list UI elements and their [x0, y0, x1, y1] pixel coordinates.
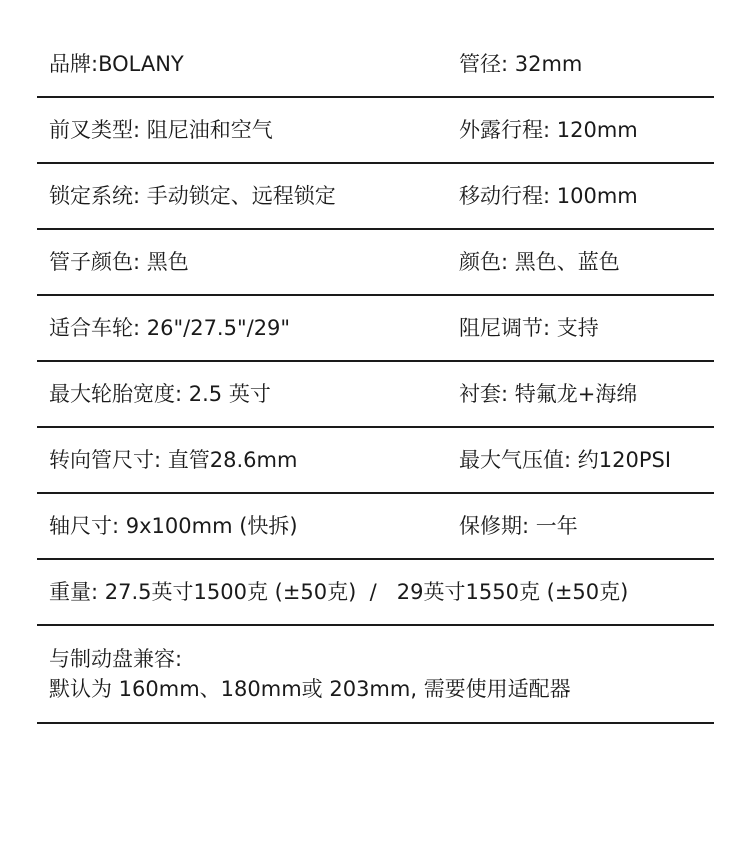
- spec-steerer-size: 转向管尺寸: 直管28.6mm: [49, 448, 298, 472]
- spec-row-tube-color: [37, 230, 714, 296]
- spec-row-wheel-size: [37, 296, 714, 362]
- spec-fork-type: 前叉类型: 阻尼油和空气: [49, 118, 273, 142]
- spec-row-brake: [37, 626, 714, 724]
- spec-max-tire-width: 最大轮胎宽度: 2.5 英寸: [49, 382, 271, 406]
- spec-tube-diameter: 管径: 32mm: [459, 52, 583, 76]
- spec-row-steerer: [37, 428, 714, 494]
- spec-exposed-travel: 外露行程: 120mm: [459, 118, 638, 142]
- spec-wheel-size: 适合车轮: 26"/27.5"/29": [49, 316, 291, 340]
- spec-row-fork-type: [37, 98, 714, 164]
- spec-bushing: 衬套: 特氟龙+海绵: [459, 382, 638, 406]
- spec-row-weight: [37, 560, 714, 626]
- spec-brake-detail: 默认为 160mm、180mm或 203mm, 需要使用适配器: [49, 677, 571, 701]
- spec-warranty: 保修期: 一年: [459, 514, 578, 538]
- spec-row-axle: [37, 494, 714, 560]
- spec-lockout-system: 锁定系统: 手动锁定、远程锁定: [49, 184, 336, 208]
- spec-table: [37, 32, 714, 724]
- spec-tube-color: 管子颜色: 黑色: [49, 250, 189, 274]
- spec-axle-size: 轴尺寸: 9x100mm (快拆): [49, 514, 298, 538]
- spec-brake-label: 与制动盘兼容:: [49, 647, 183, 671]
- spec-weight: 重量: 27.5英寸1500克 (±50克) / 29英寸1550克 (±50克): [49, 580, 629, 604]
- spec-row-lockout: [37, 164, 714, 230]
- spec-damping-adjust: 阻尼调节: 支持: [459, 316, 599, 340]
- spec-row-brand: [37, 32, 714, 98]
- spec-color: 颜色: 黑色、蓝色: [459, 250, 620, 274]
- spec-brand: 品牌:BOLANY: [49, 52, 184, 76]
- spec-travel: 移动行程: 100mm: [459, 184, 638, 208]
- spec-max-pressure: 最大气压值: 约120PSI: [459, 448, 672, 472]
- spec-row-tire-width: [37, 362, 714, 428]
